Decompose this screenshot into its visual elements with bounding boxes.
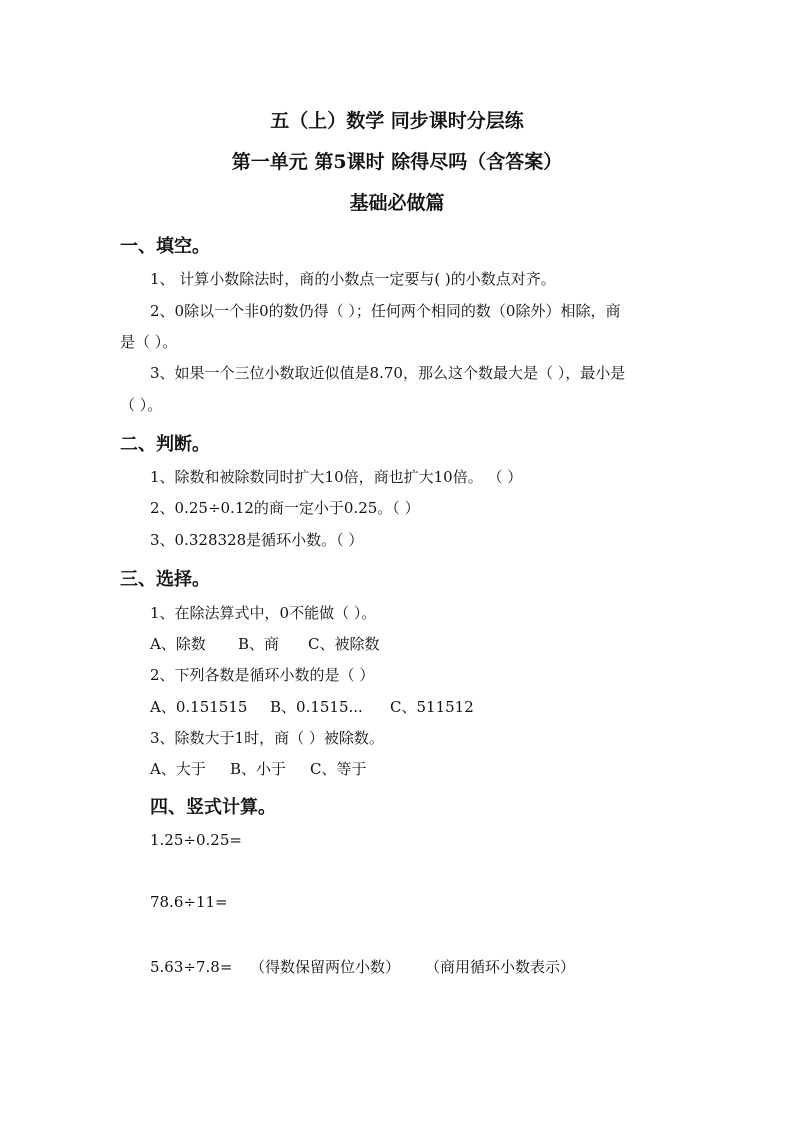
calc-expression-2: 78.6÷11=	[150, 893, 228, 911]
judge-heading: 二、判断。	[120, 434, 210, 455]
option-b: B、小于	[230, 760, 287, 778]
fill-question-3: 3、如果一个三位小数取近似值是8.70，那么这个数最大是（ ），最小是	[150, 364, 626, 382]
option-a: A、0.151515	[150, 698, 248, 716]
calc-expression-3	[150, 956, 575, 977]
choice-options-1	[150, 633, 379, 654]
judge-question-1: 1、除数和被除数同时扩大10倍，商也扩大10倍。 （ ）	[150, 468, 523, 486]
option-b: B、商	[238, 635, 280, 653]
choice-heading: 三、选择。	[120, 569, 210, 590]
fill-question-3-cont: （ ）。	[120, 396, 163, 414]
option-b: B、0.1515...	[270, 698, 363, 716]
fill-heading: 一、填空。	[120, 236, 210, 257]
unit-title: 第一单元 第5课时 除得尽吗（含答案）	[231, 151, 563, 173]
choice-question-1: 1、在除法算式中，0不能做（ ）。	[150, 604, 377, 622]
option-a: A、除数	[150, 635, 206, 653]
option-c: C、511512	[390, 698, 474, 716]
calc-note-repeating: （商用循环小数表示）	[425, 958, 576, 976]
fill-question-1: 1、 计算小数除法时，商的小数点一定要与( )的小数点对齐。	[150, 270, 556, 288]
page-title: 五（上）数学 同步课时分层练	[270, 110, 524, 132]
choice-options-3	[150, 758, 366, 779]
option-a: A、大于	[150, 760, 206, 778]
judge-question-3: 3、0.328328是循环小数。（ ）	[150, 531, 364, 549]
calc-note-round: （得数保留两位小数）	[250, 958, 401, 976]
calc-expression-1: 1.25÷0.25=	[150, 831, 242, 849]
calc-heading: 四、竖式计算。	[150, 797, 276, 818]
calc-expression-3-text: 5.63÷7.8=	[150, 958, 233, 976]
option-c: C、被除数	[308, 635, 380, 653]
section-level-title: 基础必做篇	[349, 192, 445, 214]
choice-question-3: 3、除数大于1时，商（ ）被除数。	[150, 729, 384, 747]
fill-question-2: 2、0除以一个非0的数仍得（ ）；任何两个相同的数（0除外）相除，商	[150, 302, 621, 320]
judge-question-2: 2、0.25÷0.12的商一定小于0.25。（ ）	[150, 499, 420, 517]
choice-question-2: 2、下列各数是循环小数的是（ ）	[150, 666, 375, 684]
fill-question-2-cont: 是（ ）。	[120, 333, 178, 351]
choice-options-2	[150, 696, 474, 717]
option-c: C、等于	[310, 760, 367, 778]
